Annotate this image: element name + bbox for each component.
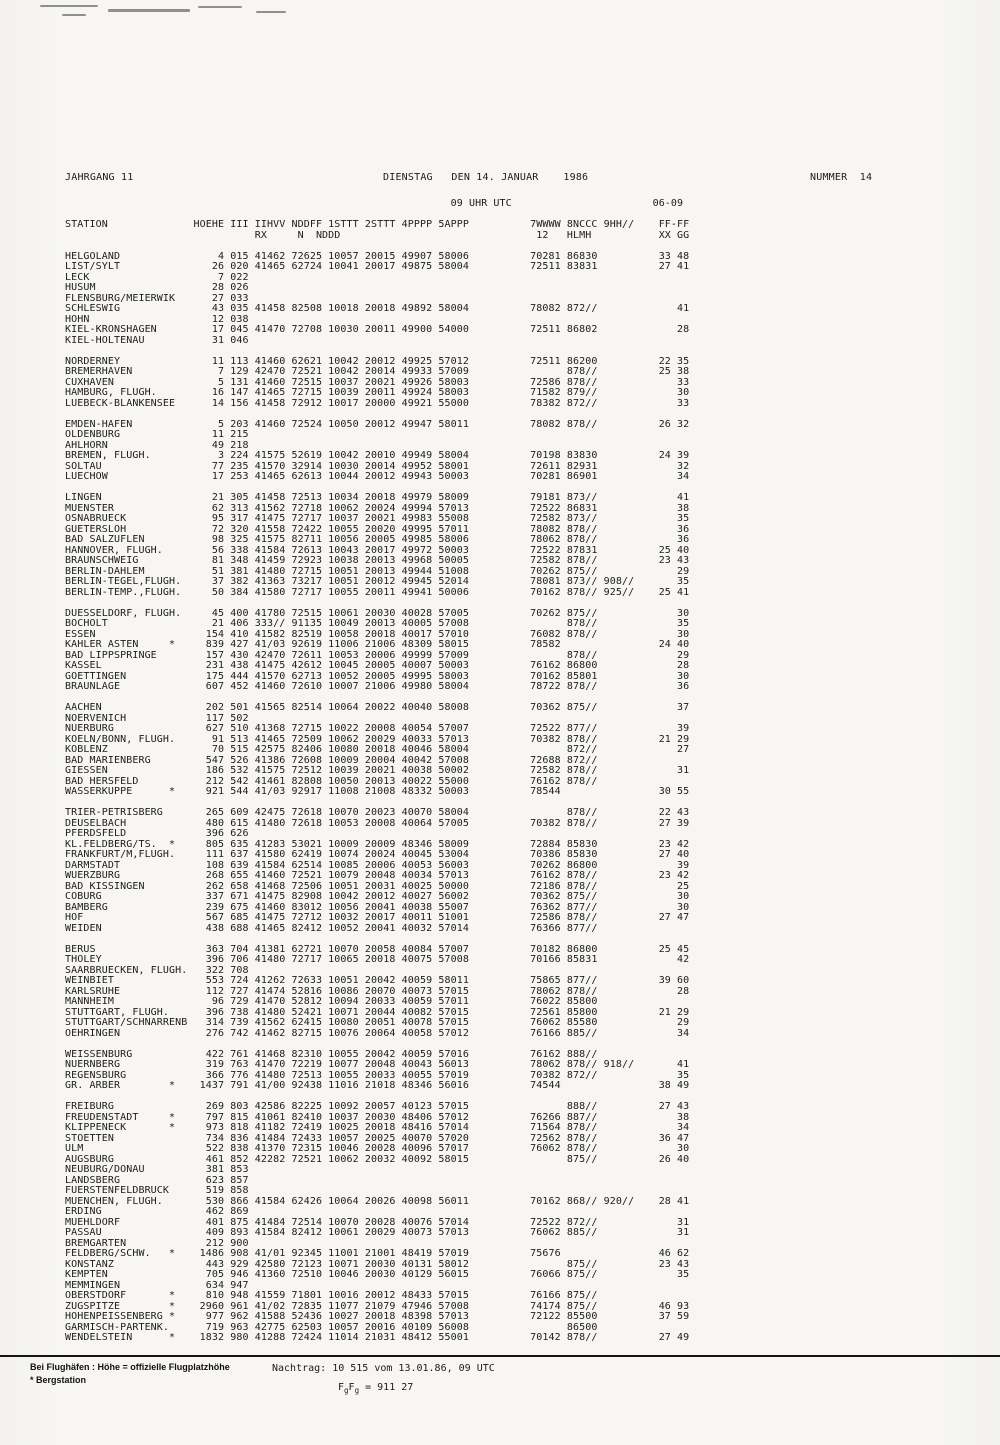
table-row: BERUS 363 704 41381 62721 10070 20058 40084 57007 70182 86800 25 45 [65,943,690,955]
table-row: GARMISCH-PARTENK. 719 963 42775 62503 10057 20016 40109 56008 86500 [65,1321,598,1333]
scan-artifact [256,11,286,13]
table-row: HANNOVER, FLUGH. 56 338 41584 72613 10043 20017 49972 50003 72522 87831 25 40 [65,544,690,556]
table-row: GIESSEN 186 532 41575 72512 10039 20021 40038 50002 72582 878// 31 [65,765,690,776]
table-row: ULM 522 838 41370 72315 10046 20028 40096 57017 76062 878// 30 [65,1143,690,1154]
table-row: FELDBERG/SCHW. * 1486 908 41/01 92345 11001 21001 48419 57019 75676 46 62 [65,1248,690,1259]
table-row: STUTTGART, FLUGH. 396 738 41480 52421 10071 20044 40082 57015 72561 85800 21 29 [65,1006,690,1018]
table-row: GR. ARBER * 1437 791 41/00 92438 11016 21018 48346 56016 74544 38 49 [65,1080,690,1091]
table-row: ERDING 462 869 [65,1206,249,1217]
table-row: NORDERNEY 11 113 41460 62621 10042 20012 49925 57012 72511 86200 22 35 [65,355,690,367]
table-row: WUERZBURG 268 655 41460 72521 10079 20048 40034 57013 76162 878// 23 42 [65,870,690,881]
issue-date: DIENSTAG DEN 14. JANUAR 1986 [383,172,589,183]
table-row: WASSERKUPPE * 921 544 41/03 92917 11008 21008 48332 50003 78544 30 55 [65,786,690,797]
table-row: HUSUM 28 026 [65,282,249,293]
table-row: MUENSTER 62 313 41562 72718 10062 20024 49994 57013 72522 86831 38 [65,502,690,514]
table-row: BAMBERG 239 675 41460 83012 10056 20041 40038 55007 76362 877// 30 [65,901,690,913]
table-row: PFERDSFELD 396 626 [65,828,249,839]
scan-artifact [62,14,86,16]
scan-artifact [198,6,242,8]
table-row: EMDEN-HAFEN 5 203 41460 72524 10050 20012 49947 58011 78082 878// 26 32 [65,418,690,430]
table-row: SAARBRUECKEN, FLUGH. 322 708 [65,964,249,976]
table-row: BERLIN-TEMP.,FLUGH. 50 384 41580 72717 10055 20011 49941 50006 70162 878// 925// 25 41 [65,586,690,598]
column-header-row: STATION HOEHE III IIHVV NDDFF 1STTT 2STTT 4PPPP 5APPP 7WWWW 8NCCC 9HH// FF-FF [65,219,690,230]
table-row: LECK 7 022 [65,271,249,283]
table-row: HELGOLAND 4 015 41462 72625 10057 20015 49907 58006 70281 86830 33 48 [65,250,690,262]
footnote-bergstation: * Bergstation [30,1375,87,1385]
table-row: KIEL-KRONSHAGEN 17 045 41470 72708 10030 20011 49900 54000 72511 86802 28 [65,324,690,335]
table-row: KLIPPENECK * 973 818 41182 72419 10025 20018 48416 57014 71564 878// 34 [65,1122,690,1133]
table-row: MUEHLDORF 401 875 41484 72514 10070 20028 40076 57014 72522 872// 31 [65,1216,690,1228]
table-row: OEHRINGEN 276 742 41462 82715 10076 20064 40058 57012 76166 885// 34 [65,1027,690,1039]
table-row: BAD LIPPSPRINGE 157 430 42470 72611 10053 20006 49999 57009 878// 29 [65,649,690,661]
table-row: KOBLENZ 70 515 42575 82406 10080 20018 40046 58004 872// 27 [65,744,690,755]
table-row: KOELN/BONN, FLUGH. 91 513 41465 72509 10062 20029 40033 57013 70382 878// 21 29 [65,733,690,745]
table-row: KIEL-HOLTENAU 31 046 [65,334,249,346]
table-row: DUESSELDORF, FLUGH. 45 400 41780 72515 10061 20030 40028 57005 70262 875// 30 [65,607,690,619]
table-row: FUERSTENFELDBRUCK 519 858 [65,1185,249,1196]
table-row: FLENSBURG/MEIERWIK 27 033 [65,292,249,304]
table-gap [65,409,689,420]
table-row: OLDENBURG 11 215 [65,429,249,440]
table-row: ZUGSPITZE * 2960 961 41/02 72835 11077 21079 47946 57008 74174 875// 46 93 [65,1300,690,1312]
table-row: BREMERHAVEN 7 129 42470 72521 10042 20014 49933 57009 878// 25 38 [65,366,690,377]
table-row: MANNHEIM 96 729 41470 52812 10094 20033 40059 57011 76022 85800 [65,996,598,1007]
table-gap [65,241,689,252]
table-row: KONSTANZ 443 929 42580 72123 10071 20030 40131 58012 875// 23 43 [65,1258,690,1270]
table-row: MEMMINGEN 634 947 [65,1279,249,1291]
table-row: KARLSRUHE 112 727 41474 52816 10086 20070 40073 57015 78062 878// 28 [65,985,690,997]
table-row: GOETTINGEN 175 444 41570 62713 10052 20005 49995 58003 70162 85801 30 [65,670,690,682]
table-row: WEIDEN 438 688 41465 82412 10052 20041 40032 57014 76366 877// [65,922,598,934]
table-row: ESSEN 154 410 41582 82519 10058 20018 40017 57010 76082 878// 30 [65,628,690,640]
time-header-line: 09 UHR UTC 06-09 [65,198,684,209]
table-row: LANDSBERG 623 857 [65,1174,249,1186]
footnote-airport-elevation: Bei Flughäfen : Höhe = offizielle Flugplatzhöhe [30,1362,230,1372]
table-row: NOERVENICH 117 502 [65,712,249,724]
table-row: BRAUNSCHWEIG 81 348 41459 72923 10038 20013 49968 50005 72582 878// 23 43 [65,555,690,566]
table-row: BAD KISSINGEN 262 658 41468 72506 10051 20031 40025 50000 72186 878// 25 [65,880,690,892]
table-row: FREIBURG 269 803 42586 82225 10092 20057 40123 57015 888// 27 43 [65,1101,690,1112]
table-row: FREUDENSTADT * 797 815 41061 82410 10037 20030 48406 57012 76266 887// 38 [65,1111,690,1123]
table-row: BERLIN-DAHLEM 51 381 41480 72715 10051 20013 49944 51008 70262 875// 29 [65,565,690,577]
scan-artifact [108,9,190,12]
table-row: SCHLESWIG 43 035 41458 82508 10018 20018 49892 58004 78082 872// 41 [65,303,690,314]
table-row: BAD HERSFELD 212 542 41461 82808 10050 20013 40022 55000 76162 878// [65,775,598,787]
table-gap [65,1039,689,1050]
nachtrag-note: Nachtrag: 10 515 vom 13.01.86, 09 UTC [272,1363,495,1374]
column-header-row: RX N NDDD 12 HLMH XX GG [65,229,690,241]
table-row: KAHLER ASTEN * 839 427 41/03 92619 11006 21006 48309 58015 78582 24 40 [65,639,690,650]
table-row: FRANKFURT/M,FLUGH. 111 637 41580 62419 10074 20024 40045 53004 70386 85830 27 40 [65,849,690,860]
table-row: CUXHAVEN 5 131 41460 72515 10037 20021 49926 58003 72586 878// 33 [65,376,690,388]
table-row: HOF 567 685 41475 72712 10032 20017 40011 51001 72586 878// 27 47 [65,912,690,923]
table-row: BOCHOLT 21 406 333// 91135 10049 20013 40005 57008 878// 35 [65,618,690,629]
table-row: WENDELSTEIN * 1832 980 41288 72424 11014 21031 48412 55001 70142 878// 27 49 [65,1332,690,1343]
footer-divider [0,1355,1000,1357]
table-row: AUGSBURG 461 852 42282 72521 10062 20032 40092 58015 875// 26 40 [65,1153,690,1165]
fgfg-value: $F_gF_g = 911$ 27 [338,1382,414,1395]
table-row: WEISSENBURG 422 761 41468 82310 10055 20042 40059 57016 76162 888// [65,1048,598,1060]
table-row: HOHENPEISSENBERG * 977 962 41588 52436 10027 20018 48398 57013 72122 85500 37 59 [65,1311,690,1322]
table-row: BREMGARTEN 212 900 [65,1237,249,1249]
table-gap [65,934,689,945]
scan-artifact [40,5,98,7]
table-row: BAD MARIENBERG 547 526 41386 72608 10009 20004 40042 57008 72688 872// [65,754,598,766]
table-row: LIST/SYLT 26 020 41465 62724 10041 20017 49875 58004 72511 83831 27 41 [65,261,690,272]
table-row: AHLHORN 49 218 [65,439,249,451]
table-row: NUERNBERG 319 763 41470 72219 10077 20048 40043 56013 78062 878// 918// 41 [65,1059,690,1070]
table-row: OBERSTDORF * 810 948 41559 71801 10016 20012 48433 57015 76166 875// [65,1290,598,1301]
table-row: BREMEN, FLUGH. 3 224 41575 52619 10042 20010 49949 58004 70198 83830 24 39 [65,450,690,461]
table-row: AACHEN 202 501 41565 82514 10064 20022 40040 58008 70362 875// 37 [65,702,690,713]
table-row: KL.FELDBERG/TS. * 805 635 41283 53021 10009 20009 48346 58009 72884 85830 23 42 [65,838,690,850]
table-row: KASSEL 231 438 41475 42612 10045 20005 40007 50003 76162 86800 28 [65,660,690,671]
table-row: DEUSELBACH 480 615 41480 72618 10053 20008 40064 57005 70382 878// 27 39 [65,817,690,829]
table-gap [65,346,689,357]
table-row: BERLIN-TEGEL,FLUGH. 37 382 41363 73217 10051 20012 49945 52014 78081 873// 908// 35 [65,576,690,587]
table-row: KEMPTEN 705 946 41360 72510 10046 20030 40129 56015 76066 875// 35 [65,1269,690,1280]
table-row: DARMSTADT 108 639 41584 62514 10085 20006 40053 56003 70262 86800 39 [65,859,690,871]
table-row: NUERBURG 627 510 41368 72715 10022 20008 40054 57007 72522 877// 39 [65,723,690,734]
table-row: STUTTGART/SCHNARRENB 314 739 41562 62415 10080 20051 40078 57015 76062 85580 29 [65,1017,690,1028]
table-row: NEUBURG/DONAU 381 853 [65,1164,249,1175]
table-row: OSNABRUECK 95 317 41475 72717 10037 20021 49983 55008 72582 873// 35 [65,513,690,524]
table-row: REGENSBURG 366 776 41480 72513 10055 20033 40055 57019 70382 872// 35 [65,1069,690,1081]
table-row: STOETTEN 734 836 41484 72433 10057 20025 40070 57020 72562 878// 36 47 [65,1132,690,1144]
issue-number: NUMMER 14 [810,172,873,183]
table-row: MUENCHEN, FLUGH. 530 866 41584 62426 10064 20026 40098 56011 70162 868// 920// 28 41 [65,1195,690,1207]
table-row: LUEBECK-BLANKENSEE 14 156 41458 72912 10017 20000 49921 55000 78382 872// 33 [65,397,690,409]
table-row: THOLEY 396 706 41480 72717 10065 20018 40075 57008 70166 85831 42 [65,954,690,965]
table-row: HAMBURG, FLUGH. 16 147 41465 72715 10039 20011 49924 58003 71582 879// 30 [65,387,690,398]
station-data-table [65,199,689,1344]
table-row: LINGEN 21 305 41458 72513 10034 20018 49979 58009 79181 873// 41 [65,492,690,503]
table-gap [65,598,689,609]
table-row: SOLTAU 77 235 41570 32914 10030 20014 49952 58001 72611 82931 32 [65,460,690,472]
table-row: BAD SALZUFLEN 98 325 41575 82711 10056 20005 49985 58006 78062 878// 36 [65,534,690,545]
table-row: PASSAU 409 893 41584 82412 10061 20029 40073 57013 76062 885// 31 [65,1227,690,1238]
table-row: LUECHOW 17 253 41465 62613 10044 20012 49943 50003 70281 86901 34 [65,471,690,482]
table-row: HOHN 12 038 [65,313,249,325]
table-row: GUETERSLOH 72 320 41558 72422 10055 20020 49995 57011 78082 878// 36 [65,523,690,535]
table-row: TRIER-PETRISBERG 265 609 42475 72618 10070 20023 40070 58004 878// 22 43 [65,807,690,818]
volume-label: JAHRGANG 11 [65,172,134,183]
table-row: BRAUNLAGE 607 452 41460 72610 10007 21006 49980 58004 78722 878// 36 [65,681,690,692]
table-row: WEINBIET 553 724 41262 72633 10051 20042 40059 58011 75865 877// 39 60 [65,975,690,986]
table-row: COBURG 337 671 41475 82908 10042 20012 40027 56002 70362 875// 30 [65,891,690,902]
